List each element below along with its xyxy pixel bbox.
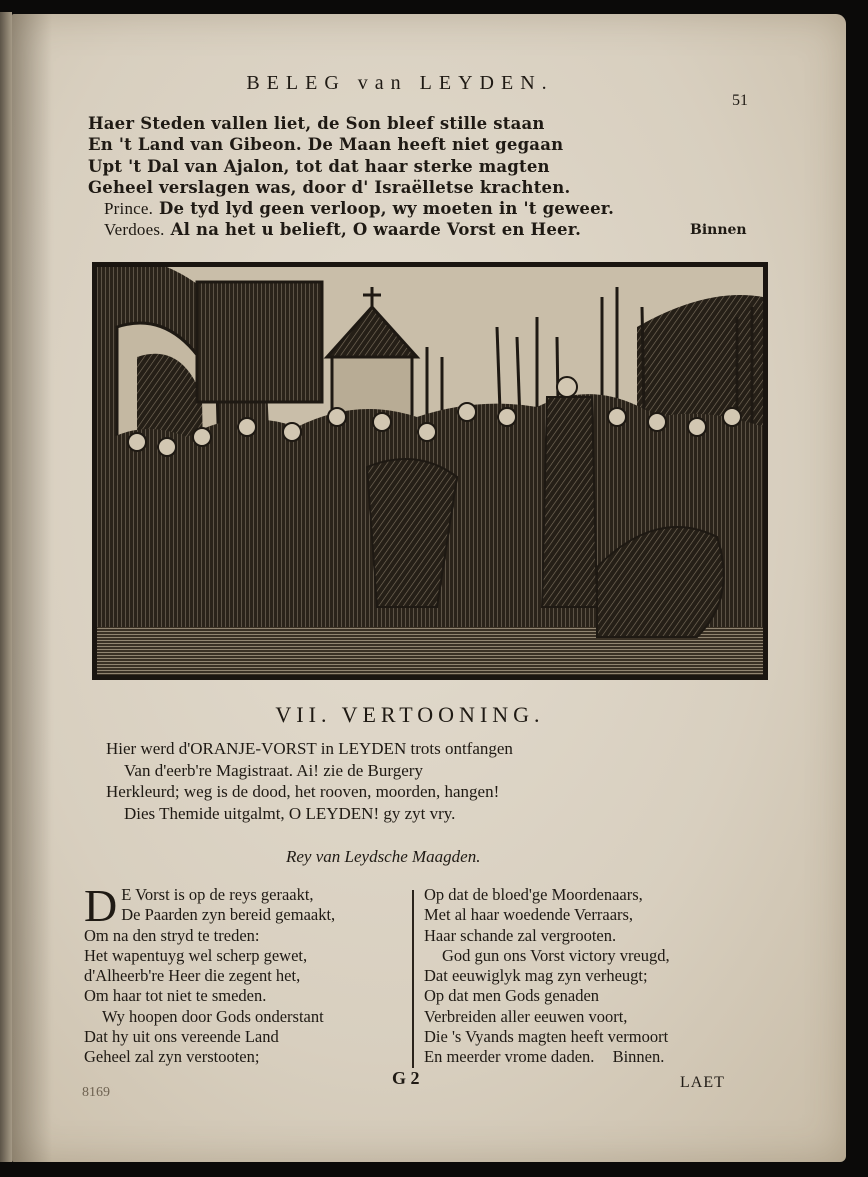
chorus-heading: Rey van Leydsche Maagden. — [286, 847, 481, 866]
verse-line: Haer Steden vallen liet, de Son bleef stille staan — [88, 114, 545, 133]
column-line-text: En meerder vrome daden. — [424, 1047, 595, 1067]
column-line: Op dat de bloed'ge Moordenaars, — [424, 885, 643, 904]
column-line — [424, 1047, 754, 1067]
column-line: d'Alheerb're Heer die zegent het, — [84, 966, 301, 986]
stanza-line: Herkleurd; weg is de dood, het rooven, moorden, hangen! — [106, 782, 500, 801]
column-line: Met al haar woedende Verraars, — [424, 905, 634, 925]
stanza-line: Dies Themide uitgalmt, O LEYDEN! gy zyt vry. — [124, 803, 456, 823]
dialogue-text: De tyd lyd geen verloop, wy moeten in 't geweer. — [159, 199, 615, 219]
column-line: Geheel zal zyn verstooten; — [84, 1047, 260, 1067]
column-rule — [412, 890, 414, 1068]
column-line: Verbreiden aller eeuwen voort, — [424, 1006, 628, 1026]
dialogue-line — [88, 198, 768, 219]
round-tower — [197, 282, 322, 402]
verse-line: En 't Land van Gibeon. De Maan heeft niet gegaan — [88, 135, 564, 155]
column-line: E Vorst is op de reys geraakt, — [121, 885, 314, 904]
catchword-top: Binnen — [690, 222, 747, 238]
page-number: 51 — [732, 92, 748, 109]
column-line: Het wapentuyg wel scherp gewet, — [84, 945, 308, 965]
column-line — [424, 1027, 754, 1047]
verse-line: Geheel verslagen was, door d' Israëlletse krachten. — [88, 177, 571, 197]
catchword-bottom: LAET — [680, 1074, 725, 1091]
stanza-line: Hier werd d'ORANJE-VORST in LEYDEN trots ontfangen — [106, 739, 513, 758]
dialogue-text: Al na het u belieft, O waarde Vorst en Heer. — [170, 220, 582, 240]
column-line: God gun ons Vorst victory vreugd, — [442, 945, 670, 965]
column-line-text: Die 's Vyands magten heeft vermoort — [424, 1027, 669, 1047]
column-line: Wy hoopen door Gods onderstant — [102, 1006, 324, 1026]
signature-mark: G 2 — [392, 1068, 420, 1088]
woodcut-scene — [97, 267, 763, 675]
drop-cap: D — [84, 880, 118, 931]
verse-line: Upt 't Dal van Ajalon, tot dat haar sterke magten — [88, 156, 550, 176]
speaker-name: Prince. — [104, 199, 154, 219]
section-heading: VII. VERTOONING. — [275, 702, 545, 727]
column-line: Dat hy uit ons vereende Land — [84, 1027, 279, 1047]
top-verse — [88, 113, 768, 241]
catchword-column: Binnen. — [612, 1047, 665, 1067]
facing-page-edge — [0, 12, 12, 1162]
epigram-stanza — [102, 738, 712, 824]
running-head: BELEG van LEYDEN. — [246, 72, 554, 94]
column-line: Dat eeuwiglyk mag zyn verheugt; — [424, 966, 648, 986]
speaker-name: Verdoes. — [104, 220, 165, 240]
column-line: Op dat men Gods genaden — [424, 986, 600, 1006]
woodcut-illustration — [92, 262, 768, 680]
column-line: Om na den stryd te treden: — [84, 925, 260, 945]
gutter-shadow — [12, 14, 52, 1162]
right-column — [424, 885, 754, 1068]
stain-mark: 8169 — [82, 1085, 110, 1100]
standing-figure — [542, 397, 597, 607]
dialogue-line — [88, 219, 768, 240]
left-column — [84, 880, 414, 1068]
column-line: Haar schande zal vergrooten. — [424, 925, 617, 945]
column-line: De Paarden zyn bereid gemaakt, — [121, 905, 336, 925]
stanza-line: Van d'eerb're Magistraat. Ai! zie de Burgery — [124, 760, 423, 780]
column-line: Om haar tot niet te smeden. — [84, 986, 267, 1006]
